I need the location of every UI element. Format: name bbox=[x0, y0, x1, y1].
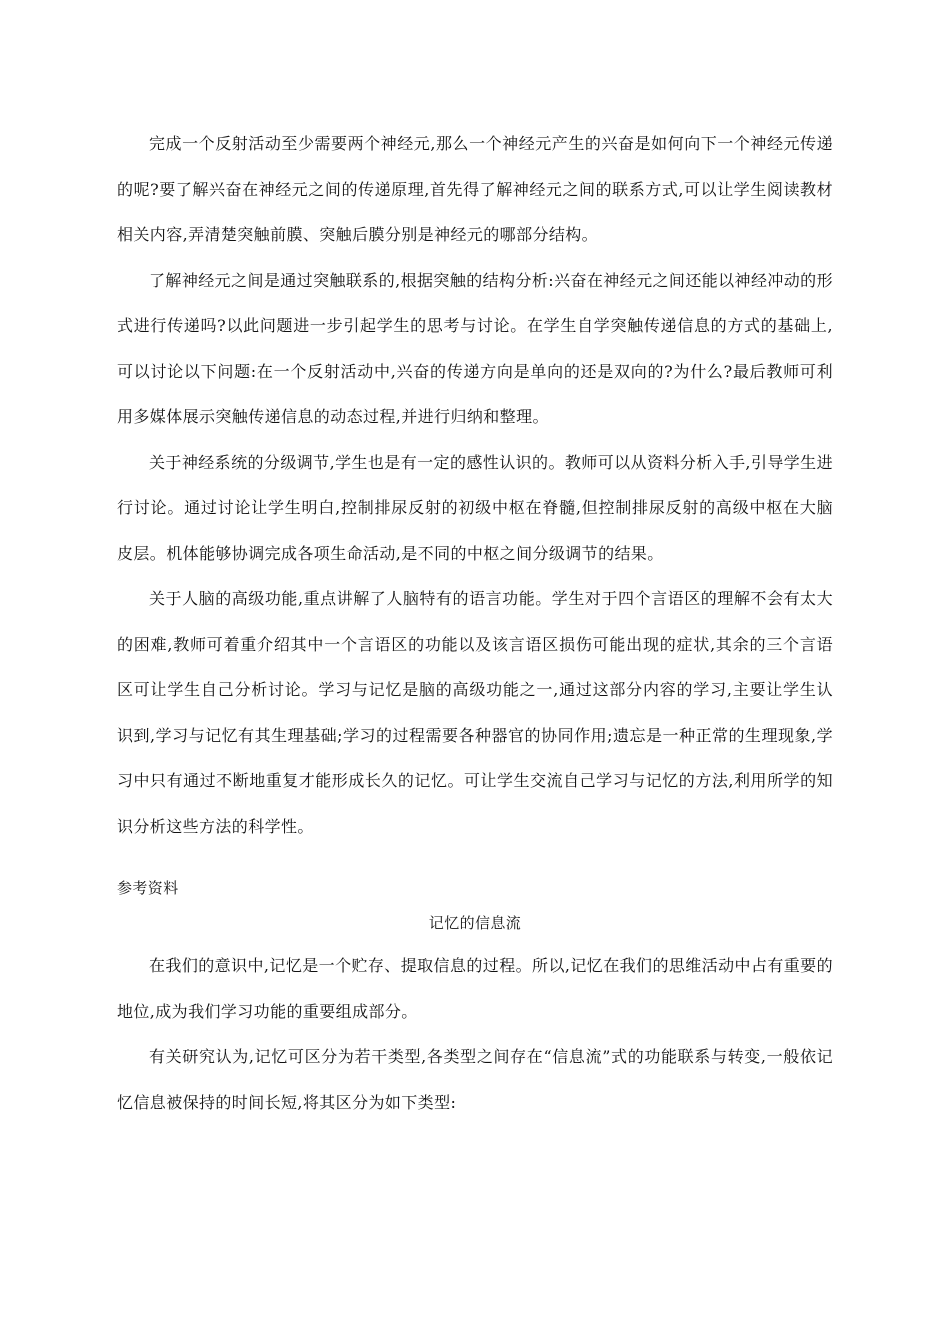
body-paragraph-4: 关于人脑的高级功能,重点讲解了人脑特有的语言功能。学生对于四个言语区的理解不会有太大的困难,教师可着重介绍其中一个言语区的功能以及该言语区损伤可能出现的症状,其余的三个言语区可让学生自己分析讨论。学习与记忆是脑的高级功能之一,通过这部分内容的学习,主要让学生认识到,学习与记忆有其生理基础;学习的过程需要各种器官的协同作用;遗忘是一种正常的生理现象,学习中只有通过不断地重复才能形成长久的记忆。可让学生交流自己学习与记忆的方法,利用所学的知识分析这些方法的科学性。 bbox=[117, 589, 833, 836]
reference-paragraph-1: 在我们的意识中,记忆是一个贮存、提取信息的过程。所以,记忆在我们的思维活动中占有重要的地位,成为我们学习功能的重要组成部分。 bbox=[117, 956, 833, 1021]
body-paragraph-1: 完成一个反射活动至少需要两个神经元,那么一个神经元产生的兴奋是如何向下一个神经元传递的呢?要了解兴奋在神经元之间的传递原理,首先得了解神经元之间的联系方式,可以让学生阅读教材相关内容,弄清楚突触前膜、突触后膜分别是神经元的哪部分结构。 bbox=[117, 134, 833, 244]
reference-label: 参考资料 bbox=[117, 879, 179, 897]
body-paragraph-3: 关于神经系统的分级调节,学生也是有一定的感性认识的。教师可以从资料分析入手,引导学生进行讨论。通过讨论让学生明白,控制排尿反射的初级中枢在脊髓,但控制排尿反射的高级中枢在大脑皮层。机体能够协调完成各项生命活动,是不同的中枢之间分级调节的结果。 bbox=[117, 452, 833, 563]
body-paragraph-2: 了解神经元之间是通过突触联系的,根据突触的结构分析:兴奋在神经元之间还能以神经冲动的形式进行传递吗?以此问题进一步引起学生的思考与讨论。在学生自学突触传递信息的方式的基础上,可以讨论以下问题:在一个反射活动中,兴奋的传递方向是单向的还是双向的?为什么?最后教师可利用多媒体展示突触传递信息的动态过程,并进行归纳和整理。 bbox=[117, 270, 833, 426]
reference-title: 记忆的信息流 bbox=[428, 914, 522, 932]
document-page bbox=[117, 121, 833, 1125]
reference-paragraph-2: 有关研究认为,记忆可区分为若干类型,各类型之间存在“信息流”式的功能联系与转变,一般依记忆信息被保持的时间长短,将其区分为如下类型: bbox=[117, 1047, 833, 1112]
